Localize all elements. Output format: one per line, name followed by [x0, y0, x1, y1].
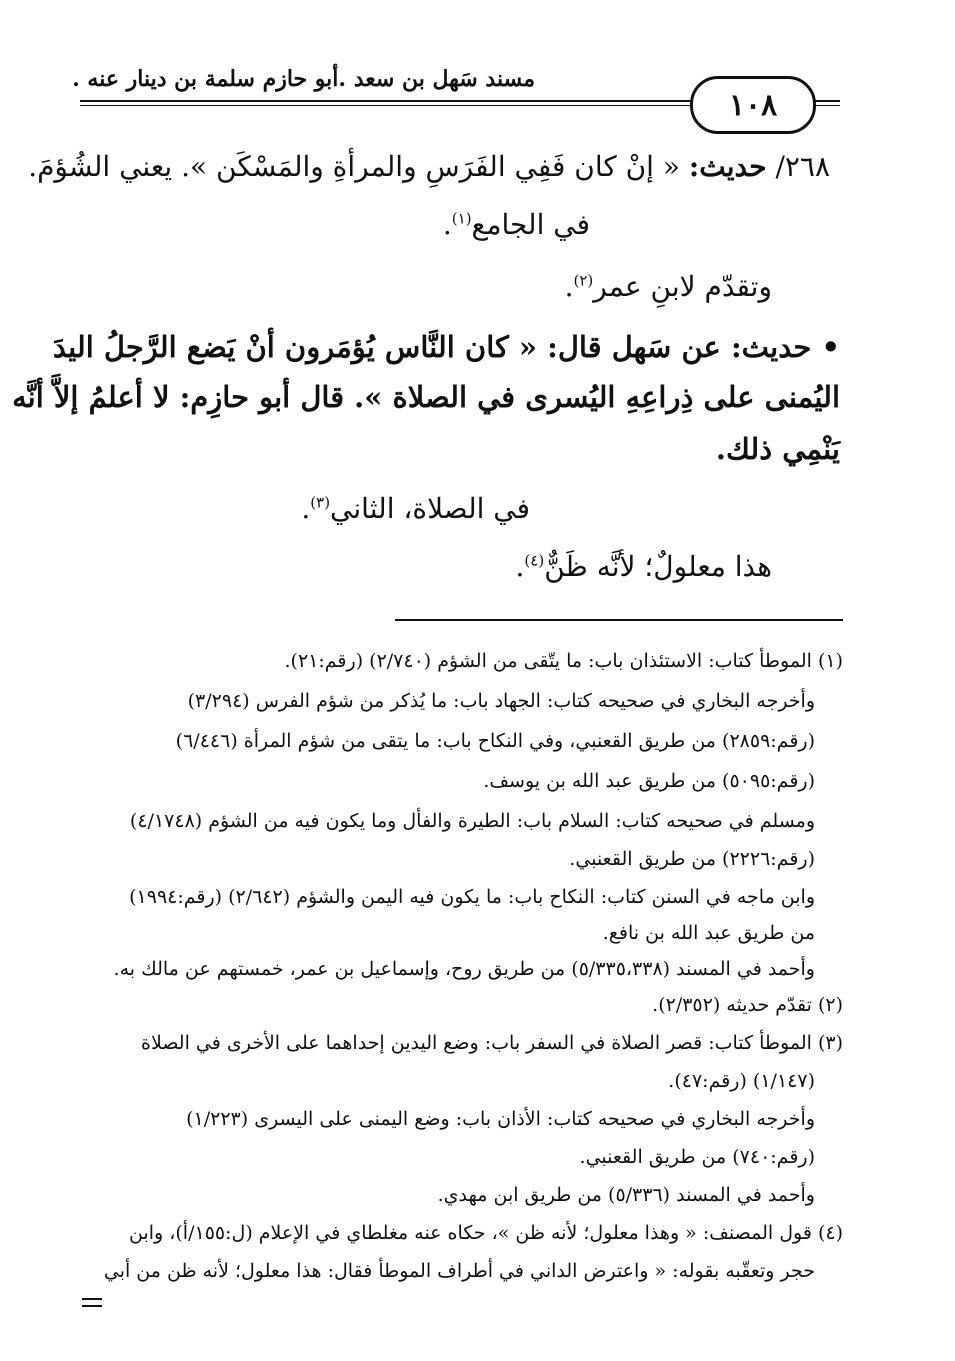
footnote-line: وابن ماجه في السنن كتاب: النكاح باب: ما يكون فيه اليمن والشؤم (٢/٦٤٢) (رقم:١٩٩٤) — [129, 886, 815, 908]
footnote-line: وأحمد في المسند (٥/٣٣٥،٣٣٨) من طريق روح، وإسماعيل بن عمر، خمستهم عن مالك به. — [113, 958, 815, 980]
footnote-line: وأحمد في المسند (٥/٣٣٦) من طريق ابن مهدي. — [437, 1184, 815, 1206]
reference-salat: في الصلاة، الثاني$^{(٣)}$. — [301, 492, 530, 525]
hadith-text: « إنْ كان فَفِي الفَرَسِ والمرأةِ والمَسْكَن ». يعني الشُؤمَ. — [28, 150, 680, 183]
footnote-line: حجر وتعقّبه بقوله: « واعترض الداني في أطراف الموطأ فقال: هذا معلول؛ لأنه ظن من أبي — [103, 1260, 815, 1282]
footnote-marker-4: (٤) — [524, 551, 545, 570]
hadith-label: حديث: — [688, 150, 767, 183]
reference-ibn-umar: وتقدّم لابنِ عمر$^{(٢)}$. — [564, 270, 772, 303]
hadith-268 — [28, 150, 830, 183]
footnote-line: وأخرجه البخاري في صحيحه كتاب: الجهاد باب: ما يُذكر من شؤم الفرس (٣/٢٩٤) — [187, 690, 815, 712]
footnote-line: (٢) تقدّم حديثه (٢/٣٥٢). — [652, 994, 843, 1016]
footnote-marker-3: (٣) — [310, 493, 331, 512]
reference-jami: في الجامع$^{(١)}$. — [442, 208, 590, 241]
continuation-mark — [82, 1305, 102, 1307]
footnote-line: (رقم:٢٢٢٦) من طريق القعنبي. — [569, 848, 815, 870]
continuation-mark — [82, 1298, 102, 1300]
footnote-separator — [395, 619, 843, 621]
footnote-line: (رقم:٥٠٩٥) من طريق عبد الله بن يوسف. — [483, 770, 815, 792]
footnote-marker-2: (٢) — [573, 271, 594, 290]
footnote-line: (٣) الموطأ كتاب: قصر الصلاة في السفر باب: وضع اليدين إحداهما على الأخرى في الصلاة — [141, 1032, 843, 1054]
hadith-2-line-2: اليُمنى على ذِراعِهِ اليُسرى في الصلاة ». قال أبو حازِم: لا أعلمُ إلاَّ أنَّه — [12, 380, 840, 414]
hadith-label: حديث: — [730, 330, 812, 364]
footnote-line: (١) الموطأ كتاب: الاستئذان باب: ما يتّقى من الشؤم (٢/٧٤٠) (رقم:٢١). — [284, 650, 843, 672]
footnote-line: (١/١٤٧) (رقم:٤٧). — [668, 1070, 815, 1092]
footnote-line: من طريق عبد الله بن نافع. — [602, 922, 815, 944]
footnote-marker-1: (١) — [451, 209, 472, 228]
hadith-2-line-3: يَنْمِي ذلك. — [715, 432, 840, 466]
hadith-number: ٢٦٨/ — [775, 150, 830, 183]
bullet: • — [821, 330, 840, 364]
footnote-line: (٤) قول المصنف: « وهذا معلول؛ لأنه ظن »، حكاه عنه مغلطاي في الإعلام (ل:١٥٥/أ)، وابن — [129, 1222, 843, 1244]
footnote-line: ومسلم في صحيحه كتاب: السلام باب: الطيرة والفأل وما يكون فيه من الشؤم (٤/١٧٤٨) — [129, 810, 815, 832]
hadith-2-line-1: • حديث: عن سَهل قال: « كان النَّاس يُؤمَرون أنْ يَضع الرَّجلُ اليدَ — [52, 330, 840, 364]
footnote-line: (رقم:٢٨٥٩) من طريق القعنبي، وفي النكاح باب: ما يتقى من شؤم المرأة (٦/٤٤٦) — [175, 730, 815, 752]
footnote-line: (رقم:٧٤٠) من طريق القعنبي. — [579, 1146, 815, 1168]
author-comment: هذا معلولٌ؛ لأنَّه ظَنٌّ$^{(٤)}$. — [515, 550, 772, 583]
running-header-title: مسند سَهل بن سعد .أبو حازم سلمة بن دينار عنه . — [72, 66, 535, 92]
footnote-line: وأخرجه البخاري في صحيحه كتاب: الأذان باب: وضع اليمنى على اليسرى (١/٢٢٣) — [186, 1108, 815, 1130]
page-number: ١٠٨ — [690, 76, 816, 134]
